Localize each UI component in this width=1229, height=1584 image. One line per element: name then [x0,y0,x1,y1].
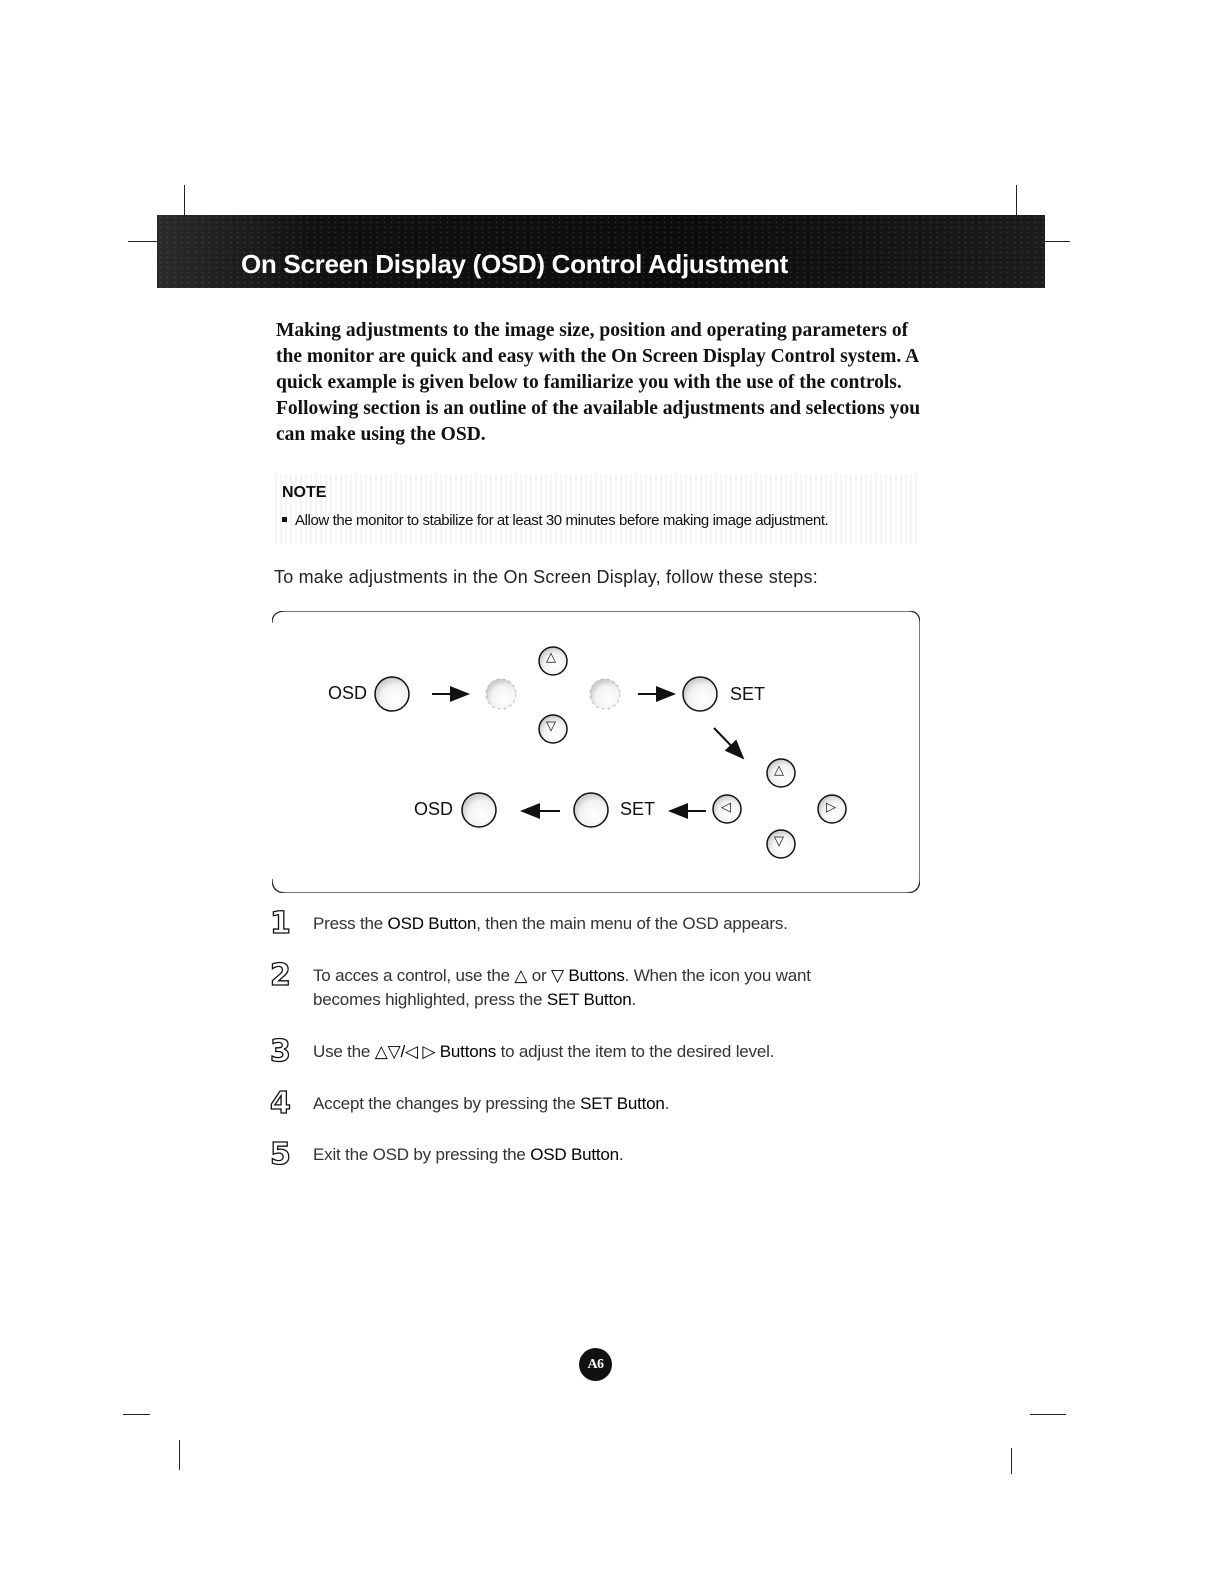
osd-button-icon [462,793,496,827]
crop-mark [184,185,185,215]
step-number: 4 [270,1086,291,1121]
page-number-badge: A6 [579,1348,612,1381]
step-number: 2 [270,958,291,993]
note-box [272,474,920,544]
osd-label: OSD [328,683,368,703]
faded-button-icon [590,679,620,709]
diagram-frame [272,611,920,893]
crop-mark [1030,1414,1066,1415]
step-text: Exit the OSD by pressing the OSD Button. [313,1145,624,1164]
crop-mark [1011,1448,1012,1474]
note-title: NOTE [282,484,327,501]
set-button-icon [683,677,717,711]
step-text: Use the △▽/◁ ▷ Buttons to adjust the item to the desired level. [313,1042,775,1061]
down-arrow-icon: ▽ [546,718,556,733]
crop-mark [123,1414,150,1415]
set-label: SET [730,684,766,704]
down-arrow-icon: ▽ [774,833,784,848]
faded-button-icon [486,679,516,709]
osd-flow-svg [272,611,920,893]
step-number: 5 [270,1137,291,1172]
note-text: Allow the monitor to stabilize for at least 30 minutes before making image adjustment. [282,512,828,529]
right-arrow-icon: ▷ [826,799,836,814]
page-title: On Screen Display (OSD) Control Adjustment [241,249,788,279]
osd-flow-diagram [272,611,920,893]
step-number: 1 [270,906,291,941]
step-text: To acces a control, use the △ or ▽ Buttons. When the icon you want becomes highlighted, press the SET Button. [313,966,811,1009]
osd-button-icon [375,677,409,711]
steps-lead: To make adjustments in the On Screen Display, follow these steps: [274,567,818,587]
section-title-bar [157,215,1045,288]
arrow-down-right-icon [714,728,743,758]
up-arrow-icon: △ [774,762,784,777]
osd-label: OSD [414,799,454,819]
bullet-icon [282,517,287,522]
step-text: Accept the changes by pressing the SET Button. [313,1094,670,1113]
step-number: 3 [270,1034,291,1069]
left-arrow-icon: ◁ [721,799,731,814]
up-arrow-icon: △ [546,649,556,664]
crop-mark [1016,185,1017,215]
intro-paragraph: Making adjustments to the image size, position and operating parameters of the monitor are quick and easy with the On Screen Display Control system. A quick example is given below to familiarize you with the use of the controls. Following section is an outline of the available adjustments and selections you can make using the OSD. [276,320,921,445]
step-text: Press the OSD Button, then the main menu of the OSD appears. [313,914,788,933]
set-label: SET [620,799,656,819]
crop-mark [128,241,157,242]
set-button-icon [574,793,608,827]
crop-mark [1045,241,1070,242]
crop-mark [179,1440,180,1470]
